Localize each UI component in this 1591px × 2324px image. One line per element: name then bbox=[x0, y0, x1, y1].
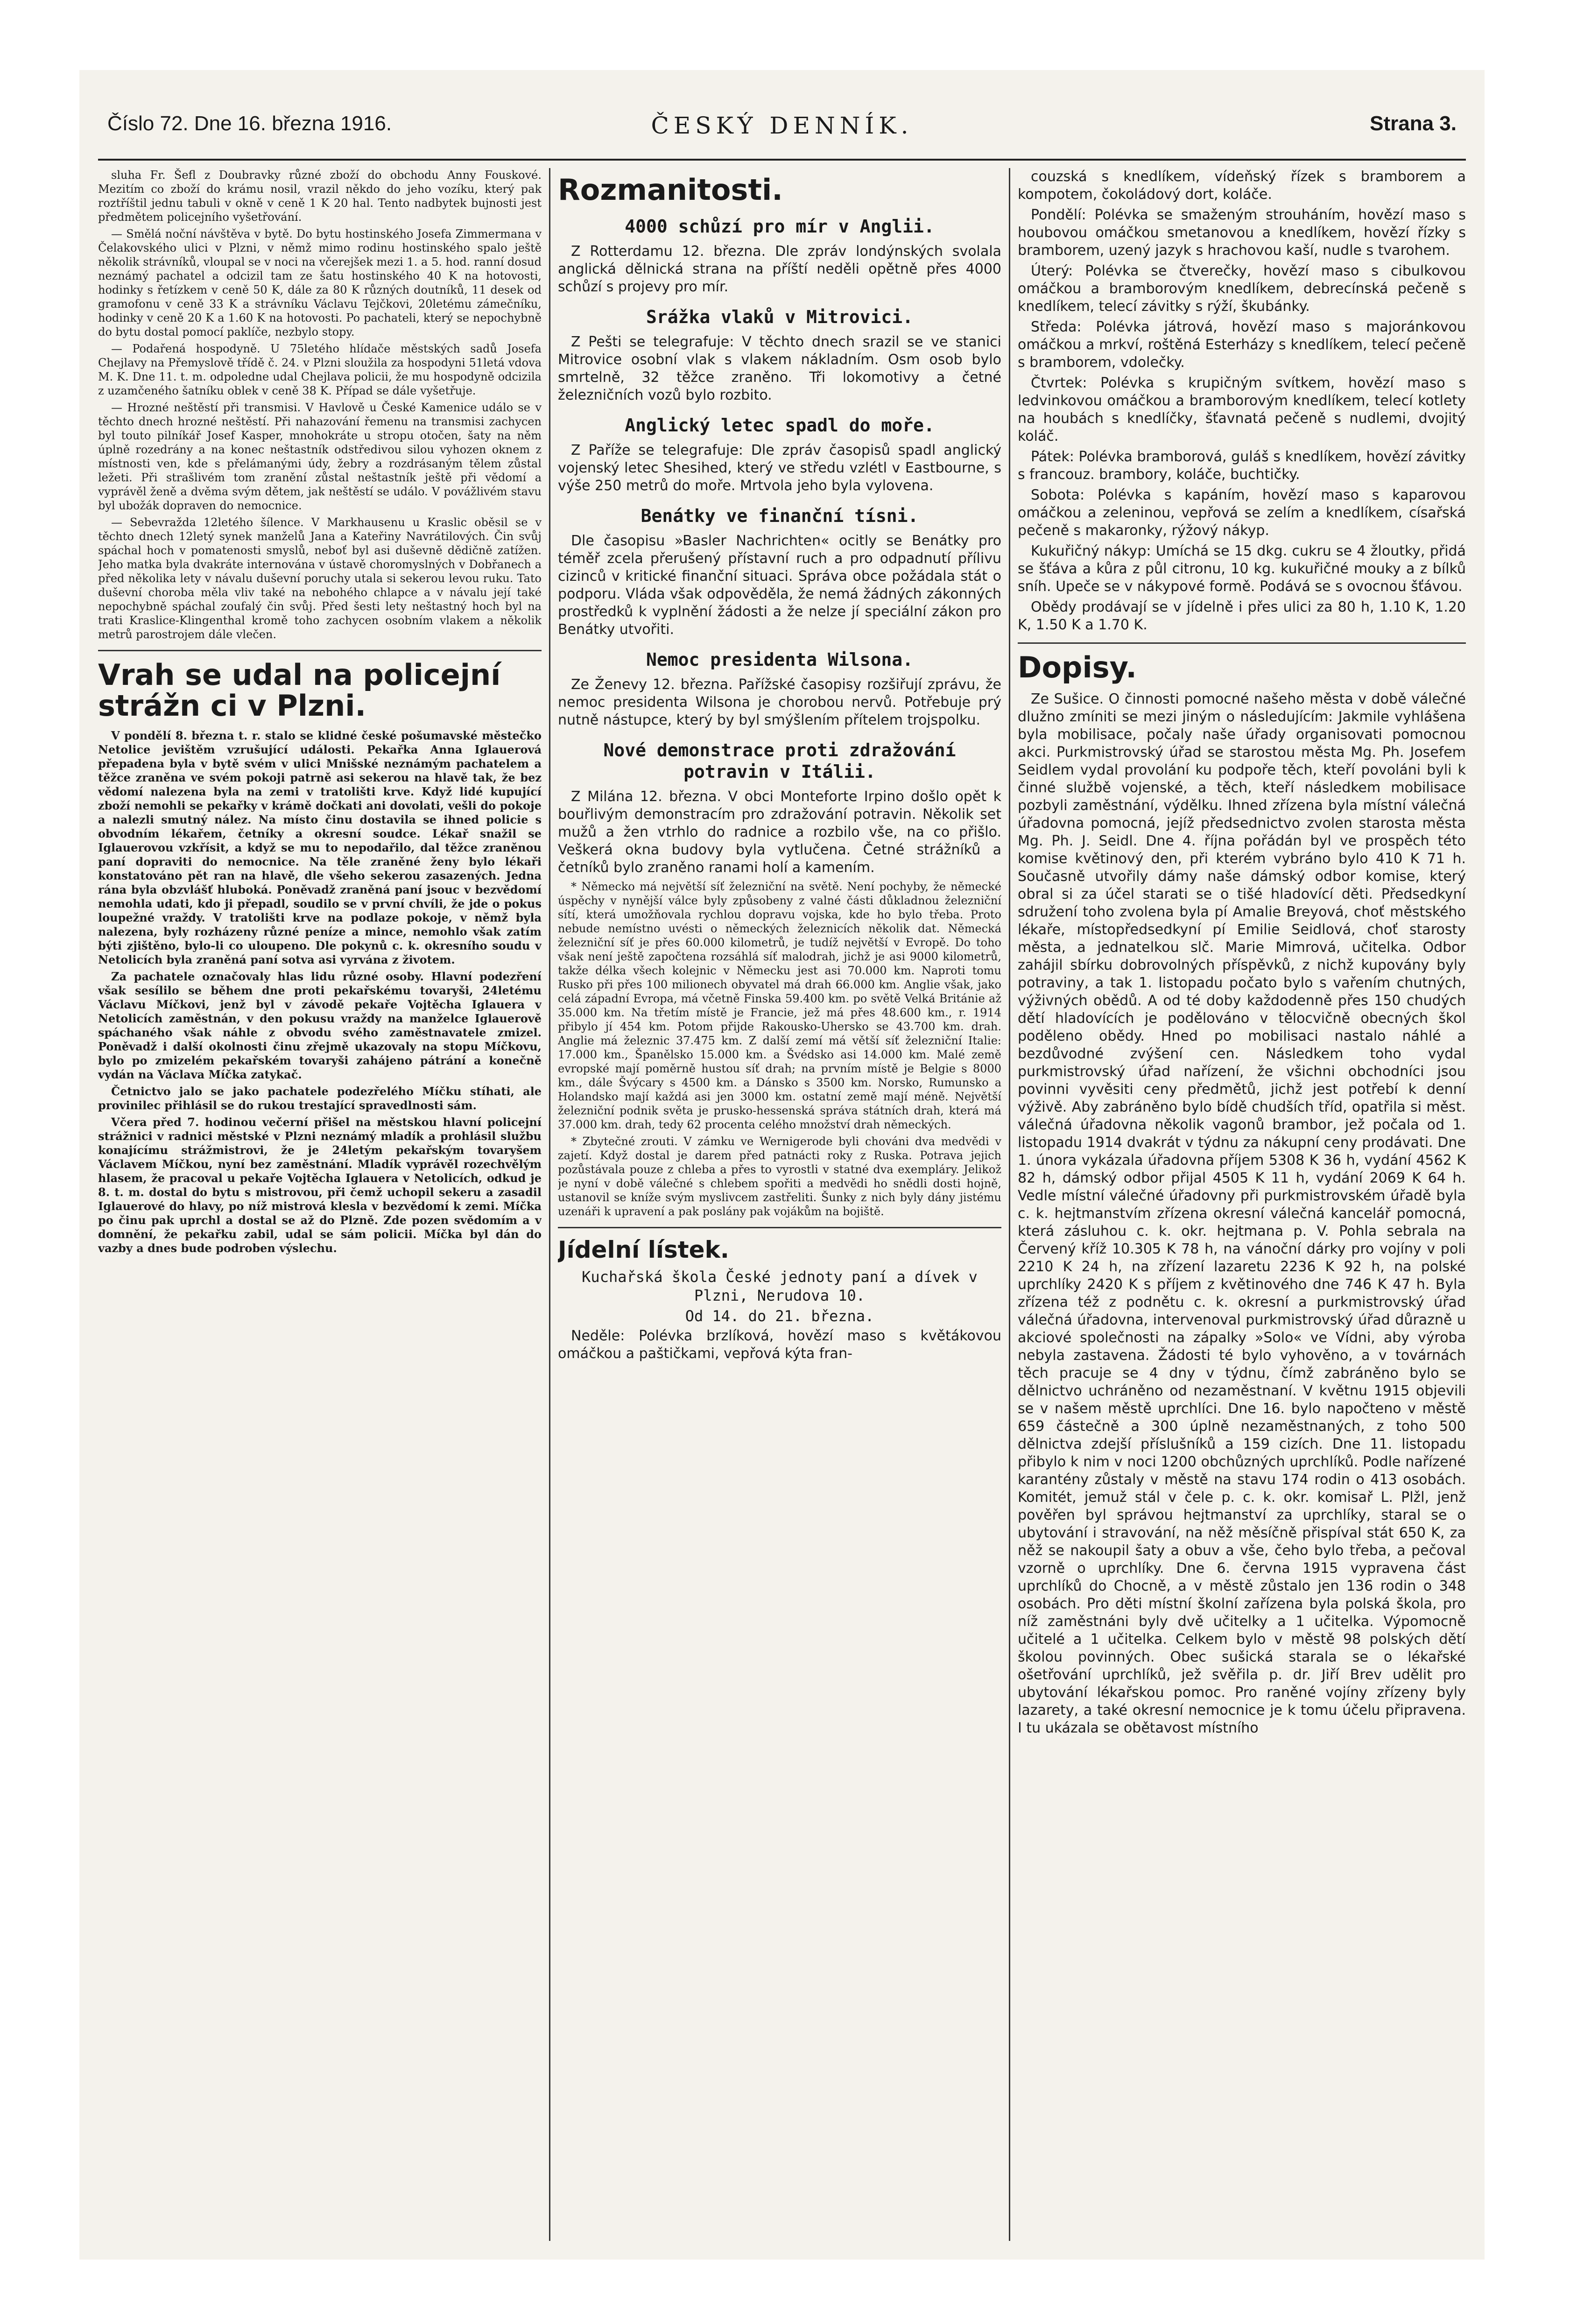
columns bbox=[98, 168, 1466, 2241]
article-text: Ze Ženevy 12. března. Pařížské časopisy rozšiřují zprávu, že nemoc presidenta Wilsona je chorobou nervů. Potřebuje prý nutně nástupce, který by byl smýšlením přítelem trojspolku. bbox=[558, 676, 1001, 728]
menu-school: Kuchařská škola České jednoty paní a dívek v Plzni, Nerudova 10. bbox=[582, 1268, 978, 1304]
column-3 bbox=[1018, 168, 1466, 2241]
column-1 bbox=[98, 168, 542, 2241]
divider bbox=[558, 1227, 1001, 1228]
page-number: Strana 3. bbox=[1370, 112, 1457, 135]
article-headline: 4000 schůzí pro mír v Anglii. bbox=[625, 216, 935, 237]
column-divider bbox=[1009, 168, 1010, 2241]
news-item: — Smělá noční návštěva v bytě. Do bytu hostinského Josefa Zimmermana v Čelakovského ulici v Plzni, v němž mimo rodinu hostinského spalo ještě několik strávníků, vloupal se v noci na včerejšek mezi 1. a 5. hod. ranní dosud neznámý pachatel a odcizil tam ze šatu hostinského 40 K na hotovosti, hodinky s řetízkem v ceně 50 K, dále za 80 K různých doutníků, 11 desek od gramofonu v ceně 33 K a strávníku Václavu Tejčkovi, 20letému zámečníku, hodinky v ceně 20 K a 1.60 K na hotovosti. Po pachateli, který se nepochybně do bytu dostal pomocí paklíče, nezbylo stopy. bbox=[98, 227, 542, 338]
divider bbox=[98, 650, 542, 651]
menu-day: Pátek: Polévka bramborová, guláš s knedlíkem, hovězí závitky s francouz. brambory, koláče, buchtičky. bbox=[1018, 449, 1466, 483]
article-text: Z Paříže se telegrafuje: Dle zpráv časopisů spadl anglický vojenský letec Shesihed, který ve středu vzlétl v Eastbourne, s výše 250 metrů do moře. Mrtvola jeho byla vylovena. bbox=[558, 442, 1001, 494]
menu-dates: Od 14. do 21. března. bbox=[685, 1307, 874, 1325]
menu-day: Neděle: Polévka brzlíková, hovězí maso s květákovou omáčkou a paštičkami, vepřová kýta fran- bbox=[558, 1328, 1001, 1362]
issue-number-date: Číslo 72. Dne 16. března 1916. bbox=[107, 112, 392, 135]
column-divider bbox=[549, 168, 550, 2241]
section-title-rozmanitosti: Rozmanitosti. bbox=[558, 173, 783, 207]
recipe: Kukuřičný nákyp: Umíchá se 15 dkg. cukru se 4 žloutky, přidá se šťáva a kůra z půl citronu, 10 kg. kukuřičné mouky a z bílků sníh. Upeče se v nákypové formě. Podává se s ovocnou šťávou. bbox=[1018, 543, 1466, 595]
story-headline: Vrah se udal na policejní strážn ci v Plzni. bbox=[98, 658, 501, 723]
menu-section-title: Jídelní lístek. bbox=[558, 1236, 729, 1263]
article-headline: Nové demonstrace proti zdražování potravin v Itálii. bbox=[603, 740, 956, 782]
story-paragraph: Včera před 7. hodinou večerní přišel na městskou hlavní policejní strážnici v radnici městské v Plzni neznámý mladík a prohlásil službu konajícímu strážmistrovi, že je 24letým pekařským tovaryšem Václavem Míčkou, nyní bez zaměstnání. Mladík vyprávěl rozechvělým hlasem, že pracoval u pekaře Vojtěcha Iglauera v Netolicích, odkud je 8. t. m. dostal do bytu s mistrovou, při čemž uchopil sekeru a zasadil Iglauerové do hlavy, po níž mistrová klesla v bezvědomí k zemi. Míčka po činu pak uprchl a dostal se až do Plzně. Zde pozen svědomím a v domnění, že pekařku zabil, udal se sám policii. Míčka byl dán do vazby a dnes bude podroben výslechu. bbox=[98, 1115, 542, 1255]
article-headline: Benátky ve finanční tísni. bbox=[641, 506, 919, 526]
menu-day: Středa: Polévka játrová, hovězí maso s majoránkovou omáčkou a mrkví, roštěná Esterházy s knedlíkem, telecí pečeně s bramborem, vdolečky. bbox=[1018, 319, 1466, 371]
news-item: — Hrozné neštěstí při transmisi. V Havlově u České Kamenice událo se v těchto dnech hrozné neštěstí. Při nahazování řemenu na transmisi zachycen byl touto pilníkář Josef Kasper, mnohokráte u stropu otočen, šaty na něm úplně rozedrány a na konec neštastník odstředivou silou vyhozen oknem z místnosti ven, kde s přelámanými údy, žebry a rozdrásaným tělem zůstal ležeti. Při strašlivém tom zranění zůstal neštastník ještě při vědomí a vyprávěl ženě a dvěma svým dětem, jak neštěstí se událo. V povážlivém stavu byl ubožák dopraven do nemocnice. bbox=[98, 401, 542, 512]
news-continued: sluha Fr. Šefl z Doubravky různé zboží do obchodu Anny Fouskové. Mezitím co zboží do krámu nosil, vrazil někdo do jeho vozíku, který pak roztříštil jednu tabuli v okně v ceně 1 K 20 hal. Tento nadbytek bujnosti jest předmětem policejního vyšetřování. bbox=[98, 169, 542, 224]
newspaper-title: ČESKÝ DENNÍK. bbox=[651, 112, 913, 139]
story-paragraph: V pondělí 8. března t. r. stalo se klidné české pošumavské městečko Netolice jevištěm vzrušující události. Pekařka Anna Iglauerová přepadena byla v bytě svém v ulici Mnišské neznámým pachatelem a těžce zraněna ve svém pokoji patrně asi sekerou na hlavě tak, že bez vědomí nalezena byla na zemi v tratolišti krve. Když lidé kupující zboží nemohli se pekařky v krámě dočkati ani dovolati, vešli do pokoje a nalezli smutný nález. Na místo činu dostavila se ihned policie s obvodním lékařem, četníky a okresní soudce. Lékař snažil se Iglauerovou vzkřísit, a když se mu to nepodařilo, dal těžce zraněnou paní dopraviti do nemocnice. Na těle zraněné ženy bylo lékaři konstatováno pět ran na hlavě, dle všeho sekerou zasazených. Jedna rána byla obzvlášť hluboká. Poněvadž zraněná paní jsouc v bezvědomí nemohla udati, kdo ji přepadl, soudilo se v první chvíli, že jde o pokus loupežné vraždy. V tratolišti krve na podlaze pokoje, v němž byla nalezena, byly rozházeny různé peníze a mince, nemohlo však zatím býti zjištěno, bylo-li co uloupeno. Dle pokynů c. k. okresního soudu v Netolicích byla zraněná paní sotva asi vyrvána z životem. bbox=[98, 729, 542, 966]
masthead bbox=[98, 103, 1466, 161]
section-title-dopisy: Dopisy. bbox=[1018, 650, 1137, 684]
article-headline: Anglický letec spadl do moře. bbox=[625, 415, 935, 436]
menu-day: couzská s knedlíkem, vídeňský řízek s bramborem a kompotem, čokoládový dort, koláče. bbox=[1018, 169, 1466, 203]
article-text: Dle časopisu »Basler Nachrichten« ocitly se Benátky pro téměř zcela přerušený přístavní ruch a pro odpadnutí přílivu cizinců v kritické finanční situaci. Správa obce požádala stát o podporu. Vláda však odpověděla, že nemá žádných zákonných prostředků k vyplnění žádosti a že nelze jí speciální zákon pro Benátky utvořiti. bbox=[558, 533, 1001, 638]
article-text: Z Rotterdamu 12. března. Dle zpráv londýnských svolala anglická dělnická strana na příští neděli opětně přes 4000 schůzí s projevy pro mír. bbox=[558, 243, 1001, 295]
menu-day: Čtvrtek: Polévka s krupičným svítkem, hovězí maso s ledvinkovou omáčkou a bramborovým knedlíkem, telecí kotlety na houbách s knedlíčky, šťavnatá pečeně s nudlemi, dvojitý koláč. bbox=[1018, 375, 1466, 444]
letter-text: Ze Sušice. O činnosti pomocné našeho města v době válečné dlužno zmíniti se mezi jiným o následujícím: Jakmile vyhlášena byla mobilisace, počaly naše úřady organisovati pomocnou akci. Purkmistrovský úřad se starostou města Mg. Ph. Josefem Seidlem vydal provolání ku podpoře těch, kteří povoláni byli k činné službě vojenské, a těch, kteří následkem mobilisace pozbyli zaměstnání, výdělku. Ihned zřízena byla místní válečná úřadovna pomocná, jejíž předsednictvo zvolen starosta města Mg. Ph. J. Seidl. Dne 4. října pořádán byl ve prospěch této komise květinový den, při kterém vybráno bylo 410 K 71 h. Současně utvořily dámy naše dámský odbor komise, který obral si za účel starati se o tišé hladovící děti. Předsedkyní sdružení toho zvolena byla pí Amalie Breyová, choť městského lékaře, místopředsedkyní pí Emilie Seidlová, choť starosty města, a jednatelkou slč. Marie Mimrová, učitelka. Odbor zahájil sbírku dobrovolných příspěvků, z nichž kupovány byly potraviny, a tak 1. listopadu počato bylo s vařením chutných, výživných obědů. A od té doby každodenně přes 150 chudých dětí hladovících je podělováno v tělocvičně obecných škol poděleno obědy. Hned po mobilisaci nastalo náhlé a bezdůvodné zvýšení cen. Následkem toho vydal purkmistrovský úřad nařízení, že všichni obchodníci jsou povinni vyvěsiti ceny předmětů, jichž jest potřebí k denní výživě. Aby zabráněno bylo bídě chudších tříd, opatřila si měst. válečná úřadovna několik vagonů brambor, jež počala od 1. listopadu 1914 dvakrát v týdnu za nákupní ceny prodávati. Dne 1. února vykázala úřadovna příjem 5308 K 36 h, vydání 4562 K 82 h, dámský odbor přijal 4505 K 11 h, vydání 2069 K 64 h. Vedle místní válečné úřadovny při purkmistrovském úřadě byla c. k. hejtmanstvím zřízena okresní válečná kancelář pomocná, která zásluhou c. k. okr. hejtmana p. V. Pohla sebrala na Červený kříž 10.305 K 78 h, na vánoční dárky pro vojíny v poli 2210 K 24 h, na zřízení lazaretu 2236 K 92 h, na polské uprchlíky 2420 K s příjem z květinového dne 746 K 47 h. Byla zřízena též z podnětu c. k. okresní a purkmistrovský úřad válečná úřadovna, intervenoval purkmistrovský úřad důrazně u akciové společnosti na zápalky »Solo« ve Vídni, aby výroba nebyla zastavena. Žádosti té bylo vyhověno, a v továrnách těch pracuje se 4 dny v týdnu, čímž zabráněno bylo se dělnictvo uchráněno od nezaměstnaní. V květnu 1915 objevili se v našem městě uprchlíci. Dne 16. bylo napočteno v městě 659 částečně a 300 úplně nezaměstnaných, z toho 500 dělnictva zdejší příslušníků a 159 cizích. Dne 11. listopadu přibylo k nim v noci 1200 obchůzných uprchlíků. Podle nařízené karantény zůstaly v městě na stavu 174 rodin o 413 osobách. Komitét, jemuž stál v čele p. c. k. okr. komisař L. Plžl, jenž pověřen byl správou hejtmanství za uprchlíky, staral se o ubytování i stravování, na něž měsíčně přispíval stát 650 K, za něž se nakoupil šaty a obuv a vše, čeho bylo třeba, a pečoval vzorně o uprchlíky. Dne 6. června 1915 vypravena část uprchlíků do Chocně, a v městě zůstalo jen 136 rodin o 348 osobách. Pro děti místní školní zařízena byla polská škola, pro níž zaměstnáni byly dvě učitelky a 1 učitelka. Výpomocně učitelé a 1 učitelka. Celkem bylo v městě 98 polských dětí školou povinných. Obec sušická starala se o lékařské ošetřování uprchlíků, jež svěřila p. dr. Jiří Brev udělit pro ubytování lékařskou pomoc. Pro raněné vojíny zřízeny byly lazarety, a také okresní nemocnice je k tomu účelu připravena. I tu ukázala se obětavost místního bbox=[1018, 691, 1466, 1736]
story-paragraph: Četnictvo jalo se jako pachatele podezřelého Míčku stíhati, ale provinilec přihlásil se do rukou trestající spravedlnosti sám. bbox=[98, 1085, 542, 1112]
menu-day: Sobota: Polévka s kapáním, hovězí maso s kaparovou omáčkou a zeleninou, vepřová se zelím a knedlíkem, císařská pečeně s makaronky, rýžový nákyp. bbox=[1018, 487, 1466, 539]
menu-day: Úterý: Polévka se čtverečky, hovězí maso s cibulkovou omáčkou a bramborovým knedlíkem, debrecínská pečeně s knedlíkem, telecí závitky s rýží, škubánky. bbox=[1018, 263, 1466, 315]
article-text: * Německo má největší síť železniční na světě. Není pochyby, že německé úspěchy v nynější válce byly způsobeny z valné části důkladnou železniční sítí, která umožňovala rychlou dopravu vojska, kde ho bylo třeba. Proto nebude nemístno uvésti o německých železnicích několik dat. Německá železniční síť je přes 60.000 kilometrů, je tudíž největší v Evropě. Do toho však není ještě započtena rozsáhlá síť malodrah, jichž je asi 9000 kilometrů, takže délka všech kolejnic v Německu jest asi 70.000 km. Naproti tomu Rusko při přes 100 milionech obyvatel má drah 66.000 km. Anglie však, jako celá západní Evropa, má včetně Finska 59.400 km. po světě Velká Británie až 35.000 km. Na třetím místě je Francie, jež má přes 48.600 km., r. 1914 přibylo jí 454 km. Potom přijde Rakousko-Uhersko se 43.700 km. drah. Anglie má železnic 37.475 km. Z další zemí má větší síť železniční Italie: 17.000 km., Španělsko 15.000 km. a Švédsko asi 14.000 km. Malé země evropské mají poměrně hustou síť drah; na prvním místě je Belgie s 8000 km., dále Švýcary s 4500 km. a Dánsko s 3500 km. Norsko, Rumunsko a Holandsko mají každá asi jen 3000 km. ostatní země mají méně. Největší železniční podnik světa je prusko-hessenská správa státních drah, která má 37.000 km. drah, tedy 62 procenta celého množství drah německých. bbox=[558, 880, 1001, 1131]
story-paragraph: Za pachatele označovaly hlas lidu různé osoby. Hlavní podezření však sesílilo se během dne proti pekařskému tovaryši, 24letému Václavu Míčkovi, jenž byl v závodě pekaře Vojtěcha Iglauera v Netolicích zaměstnán, v den pokusu vraždy na manželce Iglauerově spáchaného však náhle z obvodu svého zaměstnavatele zmizel. Poněvadž i další okolnosti činu zřejmě ukazovaly na stopu Míčkovu, bylo po zmizelém pekařském tovaryši zahájeno pátrání a konečně vydán na Václava Míčka zatykač. bbox=[98, 970, 542, 1081]
divider bbox=[1018, 642, 1466, 644]
article-headline: Nemoc presidenta Wilsona. bbox=[646, 649, 913, 670]
lunch-prices: Obědy prodávají se v jídelně i přes ulici za 80 h, 1.10 K, 1.20 K, 1.50 K a 1.70 K. bbox=[1018, 599, 1466, 633]
article-text: Z Milána 12. března. V obci Monteforte Irpino došlo opět k bouřlivým demonstracím pro zdražování potravin. Několik set mužů a žen vtrhlo do radnice a rozbilo vše, na co přišlo. Veškerá okna budovy byla vytlučena. Četné strážníků a četníků bylo zraněno ranami holí a kamením. bbox=[558, 789, 1001, 876]
column-2 bbox=[558, 168, 1001, 2241]
article-text: Z Pešti se telegrafuje: V těchto dnech srazil se ve stanici Mitrovice osobní vlak s vlakem nákladním. Osm osob bylo smrtelně, 32 těžce zraněno. Tři lokomotivy a četné železničních vozů bylo rozbito. bbox=[558, 334, 1001, 403]
article-headline: Srážka vlaků v Mitrovici. bbox=[646, 307, 913, 327]
news-item: — Podařená hospodyně. U 75letého hlídače městských sadů Josefa Chejlavy na Přemyslově třídě č. 24. v Plzni sloužila za hospodyni 51letá vdova M. K. Dne 11. t. m. odpoledne udal Chejlava policii, že mu hospodyně odcizila z uzamčeného šatníku oblek v ceně 38 K. Případ se dále vyšetřuje. bbox=[98, 342, 542, 397]
menu-day: Pondělí: Polévka se smaženým strouháním, hovězí maso s houbovou omáčkou smetanovou a knedlíkem, hovězí řízky s bramborem, uzený jazyk s hrachovou kaší, nudle s tvarohem. bbox=[1018, 207, 1466, 259]
article-text: * Zbytečné zrouti. V zámku ve Wernigerode byli chováni dva medvědi v zajetí. Když dostal je darem před patnácti roky z Ruska. Potrava jejich pozůstávala pouze z chleba a přes to vyrostli v statné dva exempláry. Jelikož je nyní v době válečné s chlebem spořiti a medvědi ho snědli dosti hojně, ustanovil se kníže svým myslivcem zastřeliti. Šunky z nich byly dány jistému uzenáři k upravení a pak poslány pak vojákům na bojiště. bbox=[558, 1135, 1001, 1218]
news-item: — Sebevražda 12letého šílence. V Markhausenu u Kraslic oběsil se v těchto dnech 12letý synek manželů Jana a Kateřiny Navrátilových. Čin svůj spáchal hoch v pomatenosti smyslů, neboť byl asi duševně dědičně zatížen. Jeho matka byla dvakráte internována v ústavě choromyslných v Dobřanech a před několika lety v návalu duševní poruchy utala si sekerou levou ruku. Tato duševní choroba měla vliv také na nebohého chlapce a v návalu její také nepochybně spáchal zoufalý čin svůj. Před šesti lety neštastný hoch byl na trati Kraslice-Klingenthal kromě toho zachycen osobním vlakem a několik metrů parostrojem dále vlečen. bbox=[98, 516, 542, 641]
newspaper-page bbox=[79, 70, 1485, 2260]
